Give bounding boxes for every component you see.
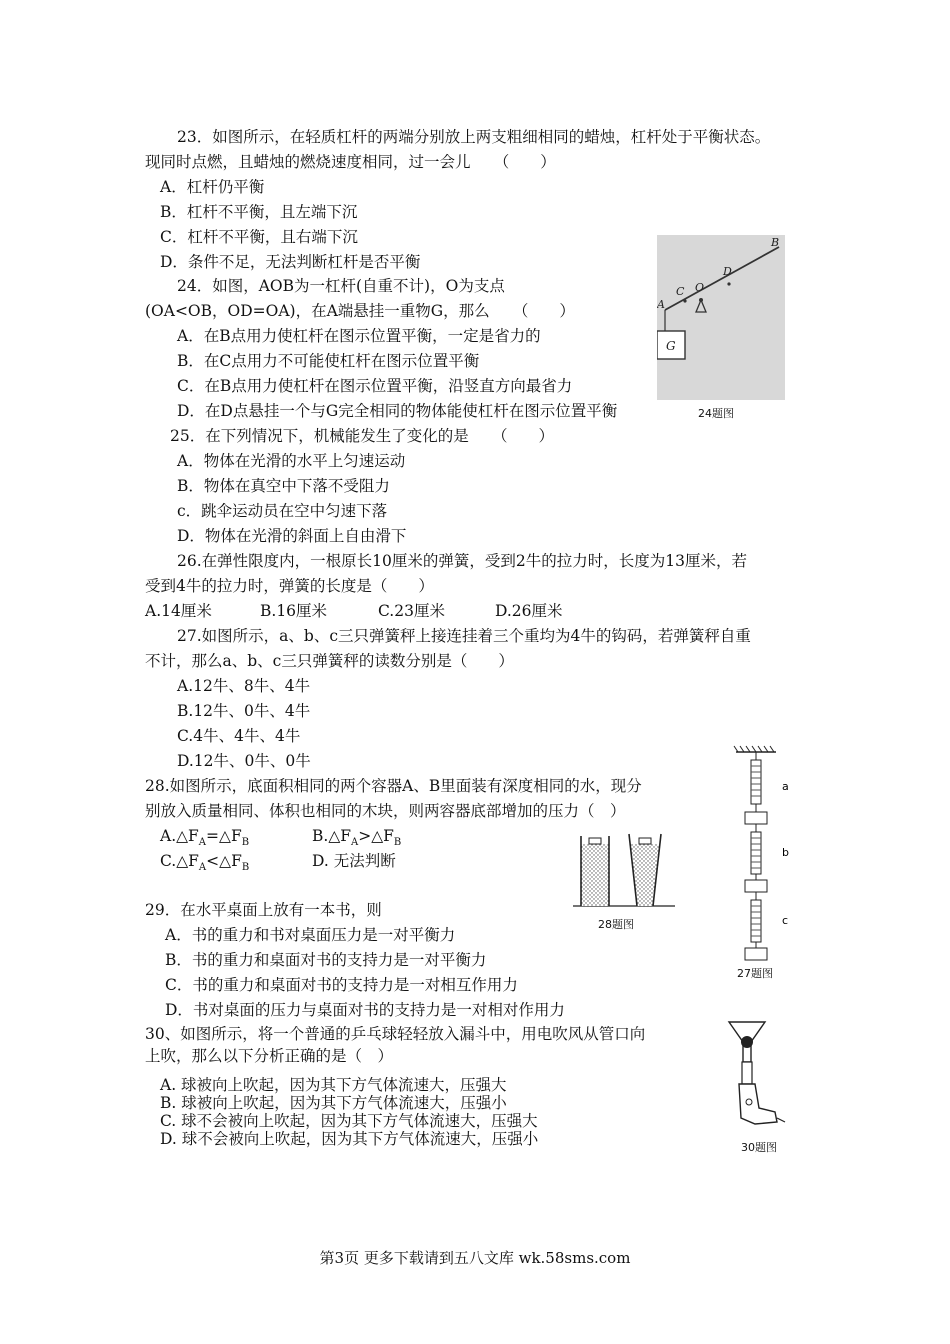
q24-stem-line1: 24．如图，AOB为一杠杆(自重不计)，O为支点 — [177, 277, 505, 295]
q30-stem-line1: 30、如图所示，将一个普通的乒乓球轻轻放入漏斗中，用电吹风从管口向 — [145, 1025, 646, 1043]
q28-option-c-sub2: B — [241, 862, 250, 874]
q30-option-b: B. 球被向上吹起，因为其下方气体流速大，压强小 — [160, 1094, 507, 1112]
q29-option-c: C．书的重力和桌面对书的支持力是一对相互作用力 — [165, 976, 518, 994]
q27-figure-caption: 27题图 — [737, 967, 773, 980]
q27-label-c: c — [782, 914, 789, 927]
q30-funnel-dryer-figure — [725, 1018, 787, 1130]
q26-option-b: B.16厘米 — [260, 602, 328, 620]
q28-option-a-text: A.△F — [160, 827, 199, 845]
q27-option-b: B.12牛、0牛、4牛 — [177, 702, 311, 720]
q28-containers-figure — [573, 830, 675, 910]
q24-option-a: A．在B点用力使杠杆在图示位置平衡，一定是省力的 — [177, 327, 541, 345]
q30-option-d: D. 球不会被向上吹起，因为其下方气体流速大，压强小 — [160, 1130, 539, 1148]
q28-option-a-sub1: A — [198, 837, 207, 849]
q28-option-b — [312, 826, 401, 853]
q28-option-b-text: B.△F — [312, 827, 351, 845]
q30-figure-caption: 30题图 — [741, 1141, 777, 1154]
q28-stem-line1: 28.如图所示，底面积相同的两个容器A、B里面装有深度相同的水，现分 — [145, 777, 642, 795]
q27-option-d: D.12牛、0牛、0牛 — [177, 752, 311, 770]
q24-option-b: B．在C点用力不可能使杠杆在图示位置平衡 — [177, 352, 480, 370]
q29-option-d: D．书对桌面的压力与桌面对书的支持力是一对相对作用力 — [165, 1001, 565, 1019]
q28-option-b-mid: >△F — [358, 827, 394, 845]
q27-option-c: C.4牛、4牛、4牛 — [177, 727, 301, 745]
q28-option-c — [160, 851, 249, 878]
q24-label-g: G — [666, 339, 676, 353]
q30-option-a: A. 球被向上吹起，因为其下方气体流速大，压强大 — [160, 1076, 507, 1094]
q25-option-d: D．物体在光滑的斜面上自由滑下 — [177, 527, 407, 545]
q23-stem-line2: 现同时点燃，且蜡烛的燃烧速度相同，过一会儿 （ ） — [145, 153, 556, 171]
q24-figure-caption: 24题图 — [698, 407, 734, 420]
q26-option-c: C.23厘米 — [378, 602, 445, 620]
q23-option-a: A．杠杆仍平衡 — [160, 178, 265, 196]
q27-option-a: A.12牛、8牛、4牛 — [177, 677, 311, 695]
q24-option-d: D．在D点悬挂一个与G完全相同的物体能使杠杆在图示位置平衡 — [177, 402, 618, 420]
q24-label-b: B — [771, 236, 780, 249]
q28-figure-caption: 28题图 — [598, 918, 634, 931]
q28-option-c-text: C.△F — [160, 852, 199, 870]
q28-option-a-sub2: B — [241, 837, 250, 849]
q29-option-a: A．书的重力和书对桌面压力是一对平衡力 — [165, 926, 456, 944]
q27-stem-line2: 不计，那么a、b、c三只弹簧秤的读数分别是（ ） — [145, 652, 514, 670]
q25-option-a: A．物体在光滑的水平上匀速运动 — [177, 452, 406, 470]
q24-stem-line2: (OA<OB，OD=OA)，在A端悬挂一重物G，那么 （ ） — [145, 302, 575, 320]
q27-stem-line1: 27.如图所示，a、b、c三只弹簧秤上接连挂着三个重均为4牛的钩码，若弹簧秤自重 — [177, 627, 751, 645]
q26-stem-line2: 受到4牛的拉力时，弹簧的长度是（ ） — [145, 577, 434, 595]
q28-option-b-sub2: B — [393, 837, 402, 849]
q24-label-d: D — [723, 265, 732, 278]
q27-label-b: b — [782, 846, 789, 859]
q28-option-a-mid: =△F — [206, 827, 242, 845]
q25-stem: 25．在下列情况下，机械能发生了变化的是 （ ） — [170, 427, 554, 445]
q26-option-d: D.26厘米 — [495, 602, 563, 620]
q24-lever-figure — [657, 235, 785, 400]
q25-option-c: c．跳伞运动员在空中匀速下落 — [177, 502, 388, 520]
q28-option-d: D. 无法判断 — [312, 852, 396, 870]
q30-stem-line2: 上吹，那么以下分析正确的是（ ） — [145, 1047, 394, 1065]
q23-option-c: C．杠杆不平衡，且右端下沉 — [160, 228, 358, 246]
q27-label-a: a — [782, 780, 789, 793]
q28-stem-line2: 别放入质量相同、体积也相同的木块，则两容器底部增加的压力（ ） — [145, 802, 626, 820]
q26-stem-line1: 26.在弹性限度内，一根原长10厘米的弹簧，受到2牛的拉力时，长度为13厘米，若 — [177, 552, 747, 570]
q28-option-b-sub1: A — [351, 837, 359, 849]
q24-label-a: A — [657, 298, 665, 311]
q29-option-b: B．书的重力和桌面对书的支持力是一对平衡力 — [165, 951, 487, 969]
q30-option-c: C. 球不会被向上吹起，因为其下方气体流速大，压强大 — [160, 1112, 538, 1130]
page-footer: 第3页 更多下载请到五八文库 wk.58sms.com — [319, 1249, 631, 1267]
q28-option-c-mid: <△F — [206, 852, 242, 870]
q24-label-o: O — [695, 281, 705, 294]
q23-option-b: B．杠杆不平衡，且左端下沉 — [160, 203, 358, 221]
q24-label-c: C — [676, 285, 685, 298]
q28-option-c-sub1: A — [198, 862, 207, 874]
q24-option-c: C．在B点用力使杠杆在图示位置平衡，沿竖直方向最省力 — [177, 377, 573, 395]
q29-stem: 29．在水平桌面上放有一本书，则 — [145, 901, 382, 919]
q28-option-a — [160, 826, 249, 853]
q23-option-d: D．条件不足，无法判断杠杆是否平衡 — [160, 253, 421, 271]
q27-spring-scales-figure — [730, 744, 800, 964]
q26-option-a: A.14厘米 — [145, 602, 212, 620]
q25-option-b: B．物体在真空中下落不受阻力 — [177, 477, 390, 495]
q23-stem-line1: 23．如图所示，在轻质杠杆的两端分别放上两支粗细相同的蜡烛，杠杆处于平衡状态。 — [177, 128, 771, 146]
